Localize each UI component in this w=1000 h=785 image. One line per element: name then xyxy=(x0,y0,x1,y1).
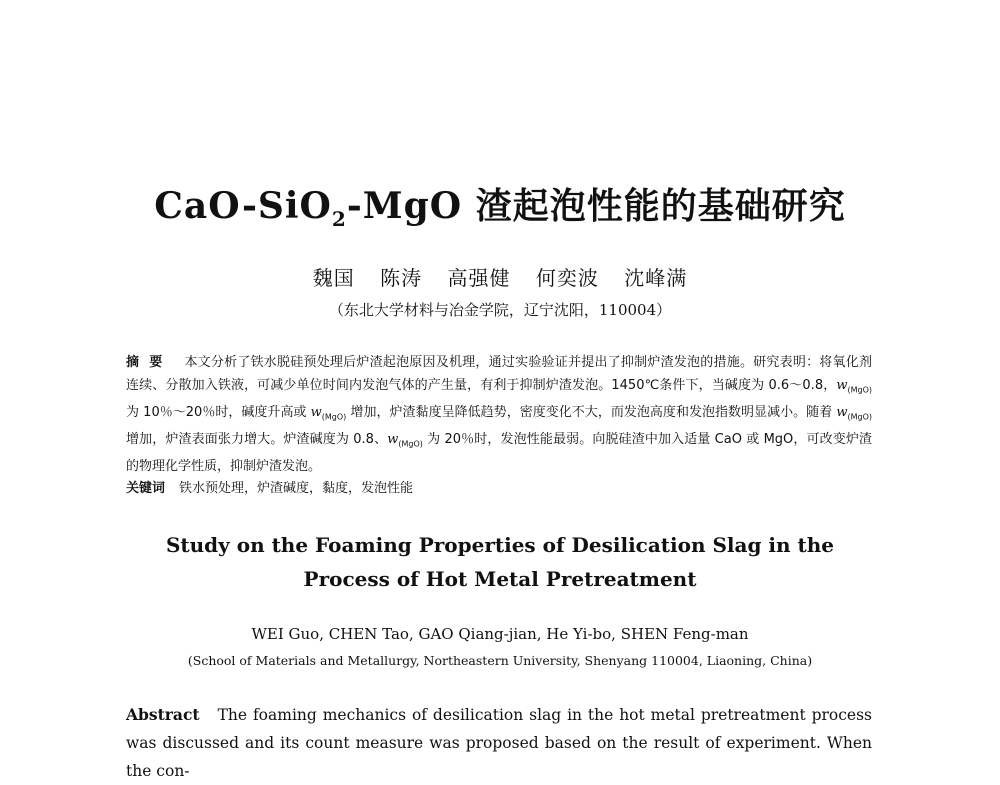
abstract-cn-text-2: 为 10％～20％时，碱度升高或 xyxy=(126,404,311,420)
abstract-cn-label: 摘要 xyxy=(126,355,173,370)
mgo-symbol-3: w xyxy=(836,404,848,420)
mgo-subscript-2: (MgO) xyxy=(321,412,347,422)
authors-cn: 魏国 陈涛 高强健 何奕波 沈峰满 xyxy=(312,266,688,290)
title-cn-subscript: 2 xyxy=(331,207,347,232)
authors-en: WEI Guo, CHEN Tao, GAO Qiang-jian, He Yi-bo, SHEN Feng-man xyxy=(251,625,749,643)
abstract-cn-text-3: 增加，炉渣黏度呈降低趋势，密度变化不大，而发泡高度和发泡指数明显减小。随着 xyxy=(346,404,837,420)
abstract-en-label: Abstract xyxy=(126,705,200,724)
abstract-cn xyxy=(126,352,872,479)
mgo-subscript-1: (MgO) xyxy=(847,385,872,395)
mgo-symbol-2: w xyxy=(310,404,322,420)
mgo-subscript-3: (MgO) xyxy=(847,412,872,422)
title-en-line1: Study on the Foaming Properties of Desilication Slag in the xyxy=(165,533,835,557)
title-cn-part2: -MgO 渣起泡性能的基础研究 xyxy=(346,185,846,227)
keywords-cn-text: 铁水预处理，炉渣碱度，黏度，发泡性能 xyxy=(179,481,414,496)
keywords-cn-label: 关键词 xyxy=(126,481,166,496)
abstract-en xyxy=(126,701,872,785)
mgo-symbol-4: w xyxy=(387,431,399,447)
abstract-cn-text-4: 增加，炉渣表面张力增大。炉渣碱度为 0.8、 xyxy=(126,431,388,447)
paper-title-en xyxy=(0,528,1000,596)
mgo-symbol-1: w xyxy=(836,377,848,393)
abstract-en-text: The foaming mechanics of desilication slag in the hot metal pretreatment process was discussed and its count measure was proposed based on the result of experiment. When the con- xyxy=(126,706,872,780)
abstract-cn-text-5: 为 20％时，发泡性能最弱。向脱硅渣中加入适量 CaO 或 MgO，可改变炉渣的物理化学性质，抑制炉渣发泡。 xyxy=(126,431,872,475)
abstract-cn-text-1: 本文分析了铁水脱硅预处理后炉渣起泡原因及机理，通过实验验证并提出了抑制炉渣发泡的措施。研究表明：将氧化剂连续、分散加入铁液，可减少单位时间内发泡气体的产生量，有利于抑制炉渣发泡。1450℃条件下，当碱度为 0.6～0.8， xyxy=(126,355,872,393)
affiliation-cn: （东北大学材料与冶金学院，辽宁沈阳，110004） xyxy=(328,301,672,319)
title-en-line2: Process of Hot Metal Pretreatment xyxy=(303,567,697,591)
title-cn-part1: CaO-SiO xyxy=(154,185,332,227)
affiliation-en: (School of Materials and Metallurgy, Northeastern University, Shenyang 110004, Liaoning, China) xyxy=(187,653,813,668)
keywords-cn xyxy=(126,478,872,500)
mgo-subscript-4: (MgO) xyxy=(398,439,423,449)
paper-title-cn xyxy=(0,183,1000,242)
